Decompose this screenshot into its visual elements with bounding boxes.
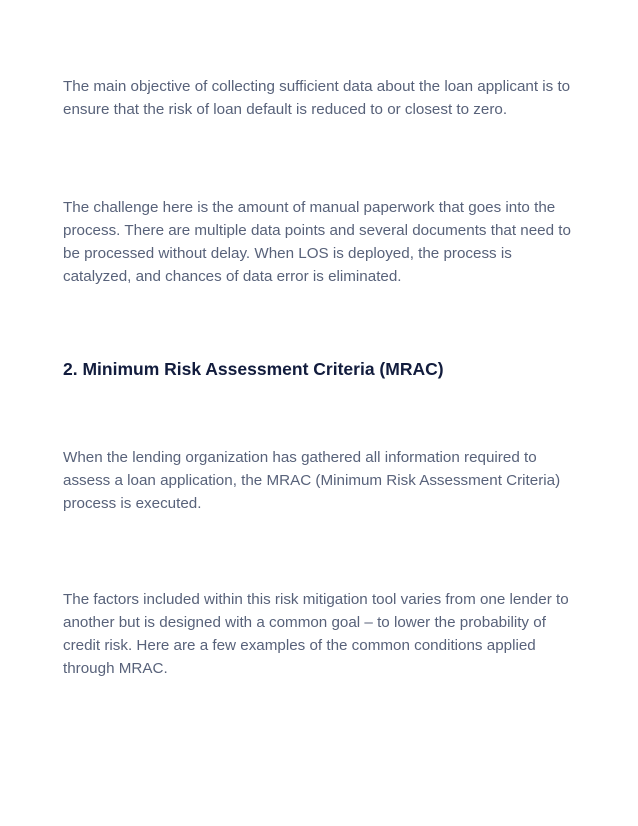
paragraph-manual-paperwork-challenge: The challenge here is the amount of manual paperwork that goes into the process. There are multiple data points and several documents that need to be processed without delay. When LOS is deployed, the process is catalyzed, and chances of data error is eliminated.: [63, 199, 571, 285]
paragraph-mrac-factors: The factors included within this risk mitigation tool varies from one lender to another but is designed with a common goal – to lower the probability of credit risk. Here are a few examples of the common conditions applied through MRAC.: [63, 591, 569, 677]
paragraph-mrac-execution: When the lending organization has gathered all information required to assess a loan application, the MRAC (Minimum Risk Assessment Criteria) process is executed.: [63, 449, 561, 512]
section-heading-mrac: 2. Minimum Risk Assessment Criteria (MRAC): [63, 359, 444, 379]
paragraph-loan-data-objective: The main objective of collecting sufficient data about the loan applicant is to ensure that the risk of loan default is reduced to or closest to zero.: [63, 78, 571, 118]
